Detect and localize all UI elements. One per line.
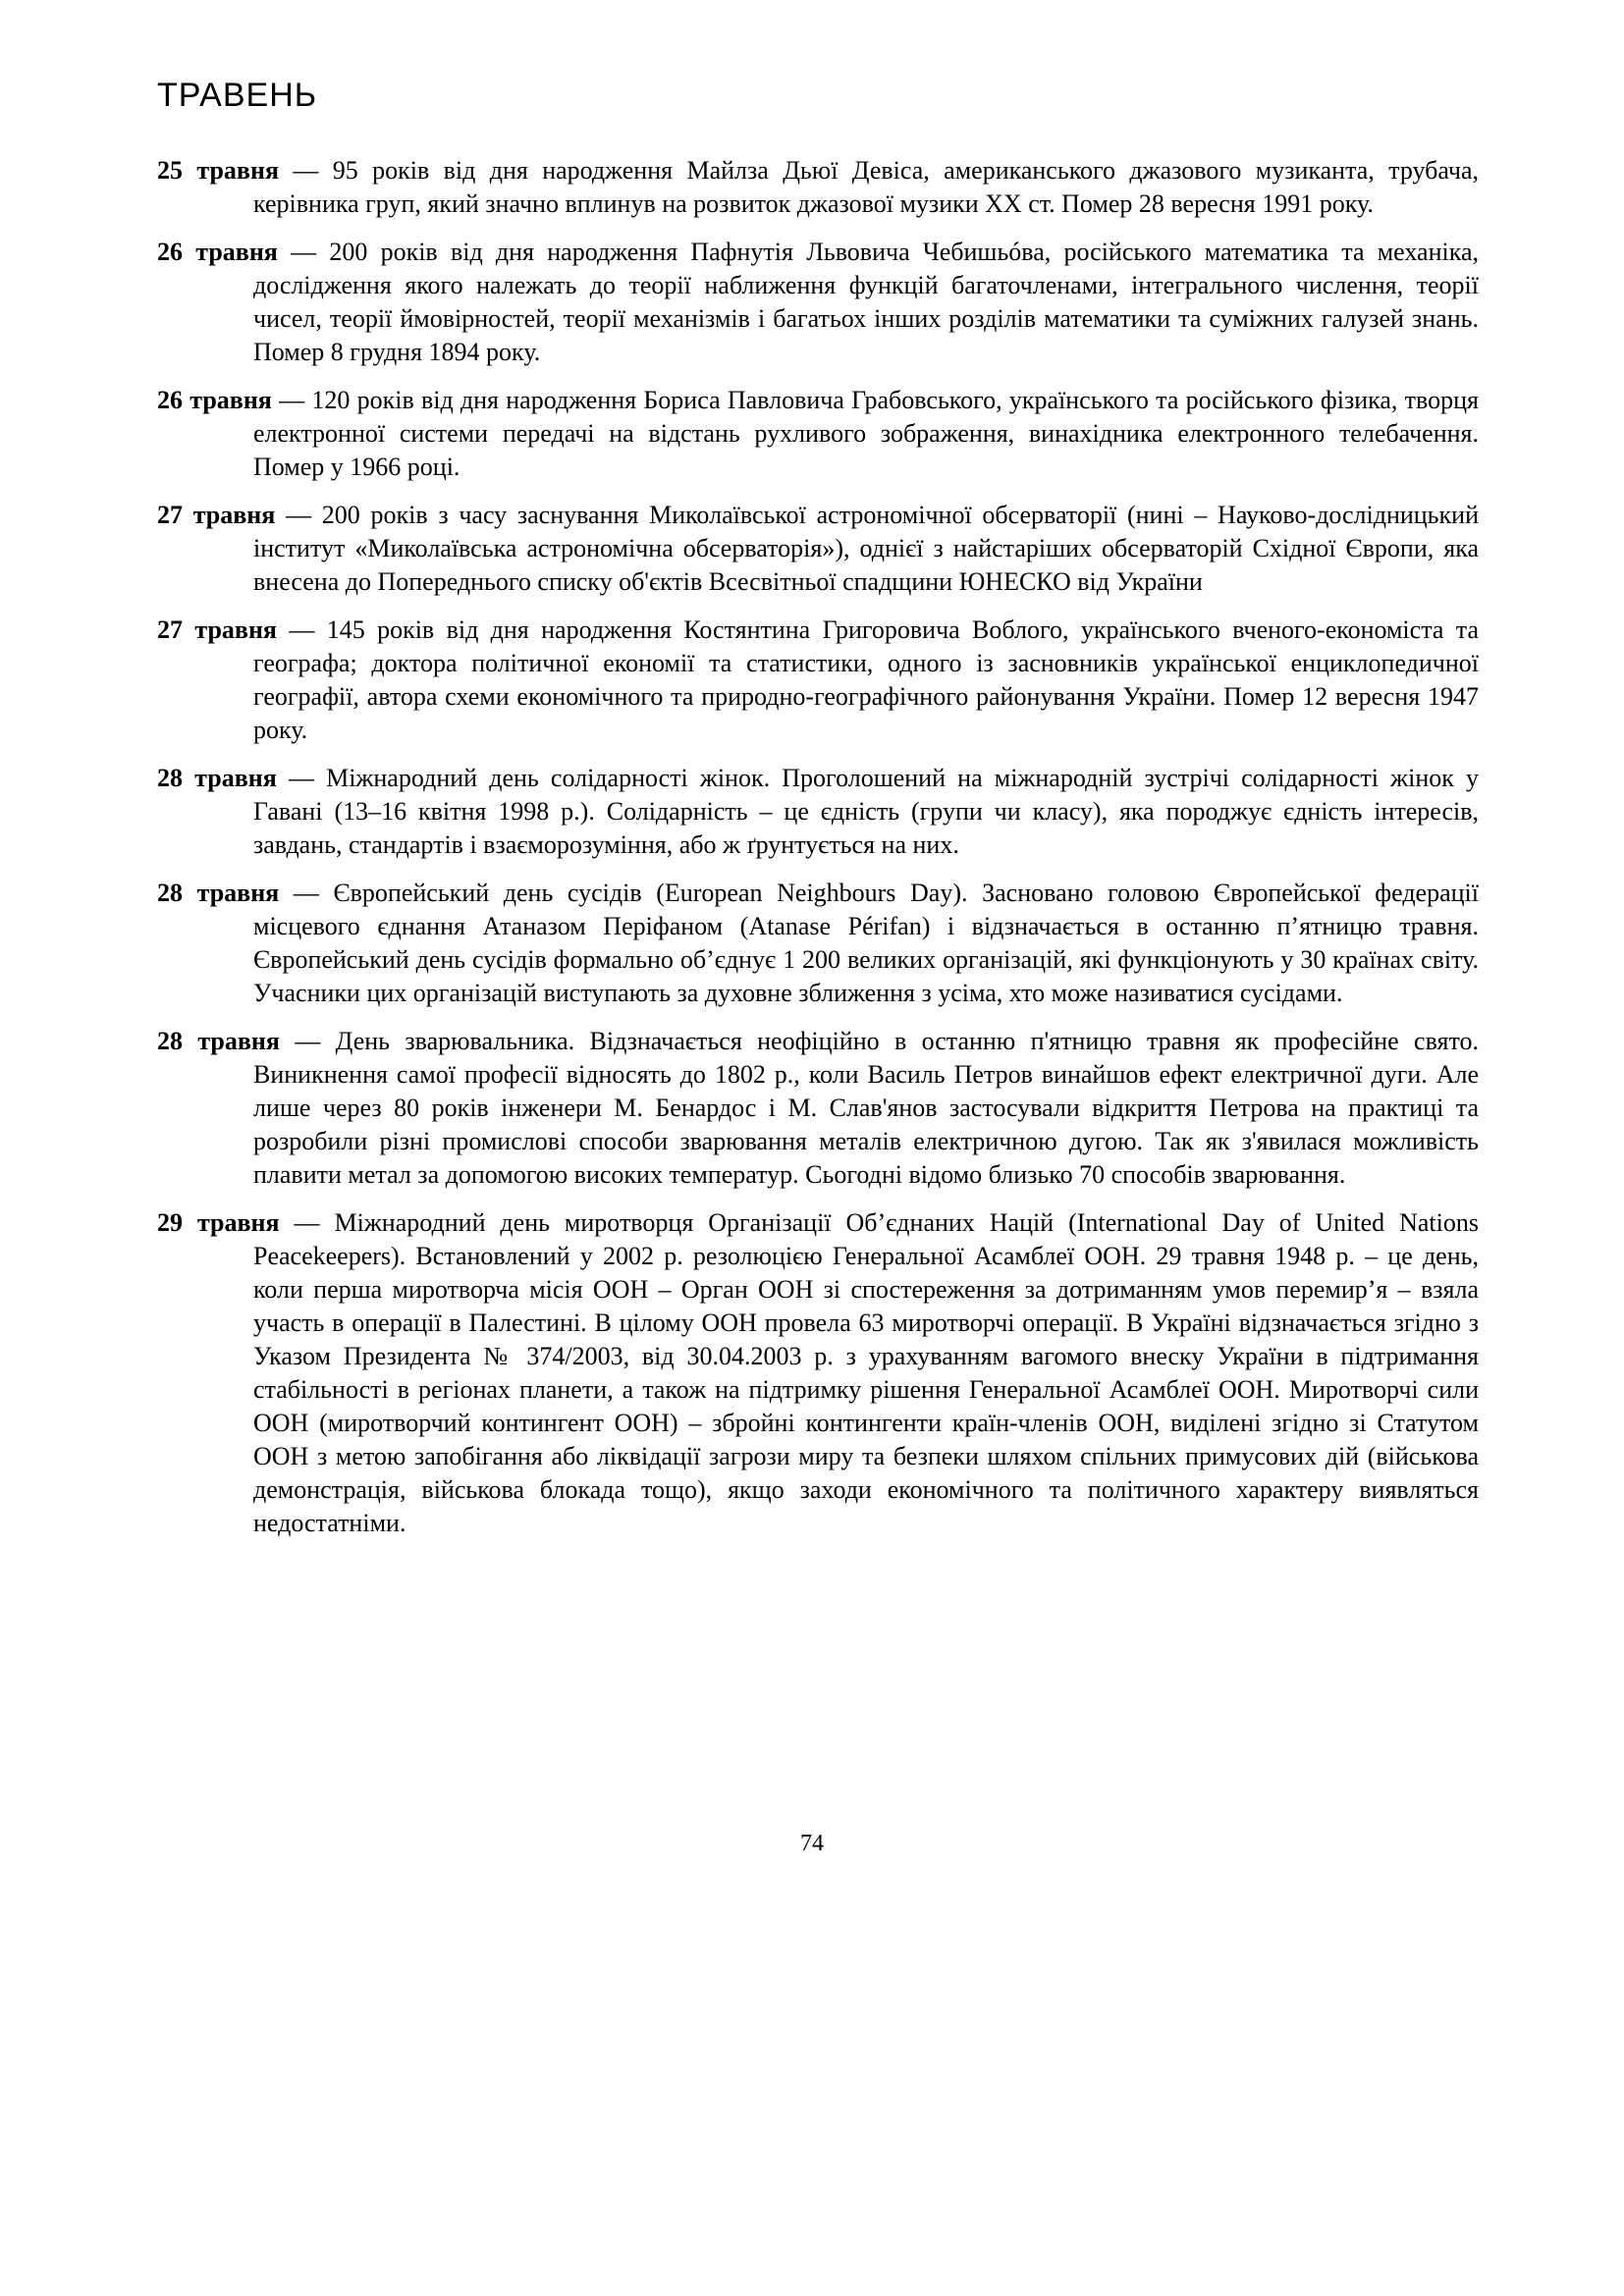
calendar-entry (157, 614, 1479, 747)
document-page (157, 77, 1479, 1555)
page-number: 74 (800, 1831, 824, 1856)
section-title: ТРАВЕНЬ (157, 77, 318, 114)
entry-date: 25 травня (157, 156, 280, 185)
entry-date: 28 травня (157, 764, 277, 792)
entry-text: — Європейський день сусідів (European Neighbours Day). Засновано головою Європейської федерації місцевого єднання Атаназом Періфаном (Atanase Périfan) і відзначається в останню п’ятницю травня. Європейський день сусідів формально об’єднує 1 200 великих організацій, які функціонують у 30 країнах світу. Учасники цих організацій виступають за духовне зближення з усіма, хто може називатися сусідами. (253, 879, 1479, 1007)
entry-text: — Міжнародний день солідарності жінок. Проголошений на міжнародній зустрічі солідарності жінок у Гавані (13–16 квітня 1998 р.). Солідарність – це єдність (групи чи класу), яка породжує єдність інтересів, завдань, стандартів і взаєморозуміння, або ж ґрунтується на них. (253, 764, 1480, 859)
entry-text: — Міжнародний день миротворця Організації Об’єднаних Націй (International Day of United Nations Peacekeepers). Встановлений у 2002 р. резолюцією Генеральної Асамблеї ООН. 29 травня 1948 р. – це день, коли перша миротворча місія ООН – Орган ООН зі спостереження за дотриманням умов перемир’я – взяла участь в операції в Палестині. В цілому ООН провела 63 миротворчі операції. В Україні відзначається згідно з Указом Президента № 374/2003, від 30.04.2003 р. з урахуванням вагомого внеску України в підтримання стабільності в регіонах планети, а також на підтримку рішення Генеральної Асамблеї ООН. Миротворчі сили ООН (миротворчий контингент ООН) – збройні контингенти країн-членів ООН, виділені згідно зі Статутом ООН з метою запобігання або ліквідації загрози миру та безпеки шляхом спільних примусових дій (військова демонстрація, військова блокада тощо), якщо заходи економічного та політичного характеру виявляться недостатніми. (253, 1208, 1479, 1537)
entry-date: 28 травня (157, 879, 280, 907)
entry-date: 26 травня (157, 386, 272, 414)
calendar-entry (157, 762, 1479, 862)
entry-text: — День зварювальника. Відзначається неофіційно в останню п'ятницю травня як професійне свято. Виникнення самої професії відносять до 1802 р., коли Василь Петров винайшов ефект електричної дуги. Але лише через 80 років інженери М. Бенардос і М. Слав'янов застосували відкриття Петрова на практиці та розробили різні промислові способи зварювання металів електричною дугою. Так як з'явилася можливість плавити метал за допомогою високих температур. Сьогодні відомо близько 70 способів зварювання. (253, 1027, 1480, 1189)
entry-text: — 120 років від дня народження Бориса Павловича Грабовського, українського та російського фізика, творця електронної системи передачі на відстань рухливого зображення, винахідника електронного телебачення. Помер у 1966 році. (253, 386, 1479, 481)
calendar-entry (157, 154, 1479, 221)
calendar-entry (157, 1206, 1479, 1540)
entry-text: — 95 років від дня народження Майлза Дьюї Девіса, американського джазового музиканта, трубача, керівника груп, який значно вплинув на розвиток джазової музики XX ст. Помер 28 вересня 1991 року. (253, 156, 1479, 218)
entry-date: 26 травня (157, 238, 278, 266)
entry-date: 27 травня (157, 615, 277, 644)
entry-date: 27 травня (157, 501, 276, 529)
calendar-entry (157, 499, 1479, 599)
entry-text: — 200 років з часу заснування Миколаївської астрономічної обсерваторії (нині – Науково-дослідницький інститут «Миколаївська астрономічна обсерваторія»), однієї з найстаріших обсерваторій Східної Європи, яка внесена до Попереднього списку об'єктів Всесвітньої спадщини ЮНЕСКО від України (253, 501, 1480, 596)
calendar-entry (157, 877, 1479, 1010)
calendar-entries (157, 154, 1479, 1540)
entry-date: 29 травня (157, 1208, 280, 1237)
entry-text: — 200 років від дня народження Пафнутія Львовича Чебишьóва, російського математика та механіка, дослідження якого належать до теорії наближення функцій багаточленами, інтегрального числення, теорії чисел, теорії ймовірностей, теорії механізмів і багатьох інших розділів математики та суміжних галузей знань. Помер 8 грудня 1894 року. (253, 238, 1479, 366)
calendar-entry (157, 1025, 1479, 1192)
calendar-entry (157, 236, 1479, 369)
entry-text: — 145 років від дня народження Костянтина Григоровича Воблого, українського вченого-економіста та географа; доктора політичної економії та статистики, одного із засновників української енциклопедичної географії, автора схеми економічного та природно-географічного районування України. Помер 12 вересня 1947 року. (253, 615, 1479, 744)
calendar-entry (157, 384, 1479, 484)
entry-date: 28 травня (157, 1027, 280, 1055)
